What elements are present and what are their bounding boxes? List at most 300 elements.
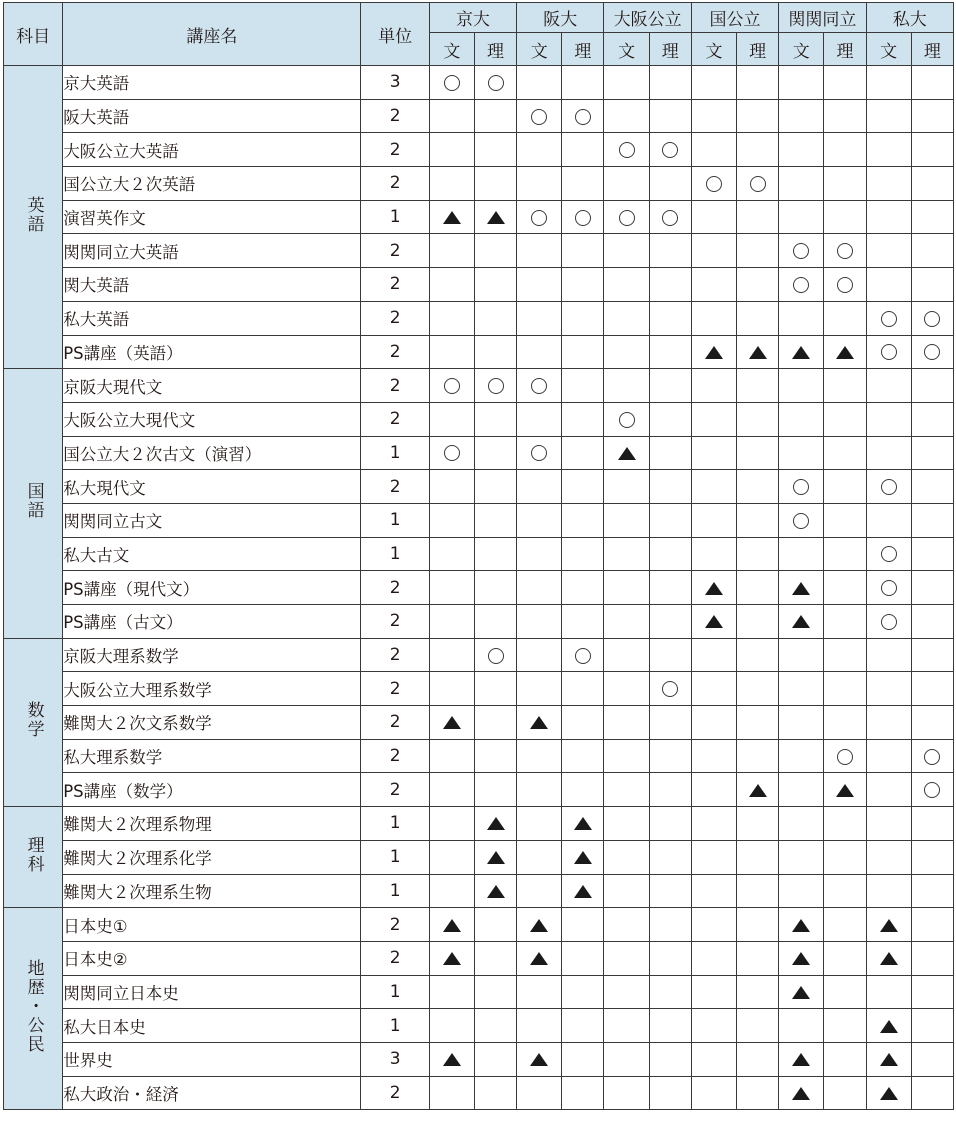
mark-cell — [911, 1009, 953, 1043]
circle-mark-icon — [793, 479, 809, 495]
mark-cell — [866, 402, 911, 436]
mark-cell — [649, 1009, 691, 1043]
mark-cell — [429, 436, 474, 470]
mark-cell — [911, 436, 953, 470]
mark-cell — [866, 167, 911, 201]
triangle-mark-icon — [530, 952, 548, 965]
mark-cell — [737, 99, 779, 133]
mark-cell — [649, 470, 691, 504]
course-units: 2 — [361, 571, 429, 605]
mark-cell — [474, 773, 516, 807]
mark-cell — [691, 402, 736, 436]
mark-cell — [691, 739, 736, 773]
mark-cell — [737, 234, 779, 268]
mark-cell — [866, 436, 911, 470]
mark-cell — [911, 773, 953, 807]
circle-mark-icon — [531, 445, 547, 461]
course-units: 1 — [361, 975, 429, 1009]
course-name: 阪大英語 — [63, 99, 361, 133]
mark-cell — [824, 1009, 866, 1043]
circle-mark-icon — [662, 210, 678, 226]
course-header: 講座名 — [63, 3, 361, 66]
mark-cell — [866, 133, 911, 167]
mark-cell — [429, 908, 474, 942]
mark-cell — [737, 133, 779, 167]
mark-cell — [429, 335, 474, 369]
mark-cell — [517, 874, 562, 908]
triangle-mark-icon — [749, 784, 767, 797]
mark-cell — [866, 335, 911, 369]
track-header-humanities: 文 — [604, 33, 649, 66]
table-row — [4, 66, 954, 100]
mark-cell — [779, 503, 824, 537]
triangle-mark-icon — [487, 851, 505, 864]
mark-cell — [866, 537, 911, 571]
mark-cell — [779, 807, 824, 841]
mark-cell — [562, 739, 604, 773]
mark-cell — [517, 638, 562, 672]
circle-mark-icon — [881, 311, 897, 327]
mark-cell — [649, 503, 691, 537]
mark-cell — [429, 268, 474, 302]
mark-cell — [737, 739, 779, 773]
mark-cell — [691, 874, 736, 908]
mark-cell — [474, 1042, 516, 1076]
table-row — [4, 436, 954, 470]
mark-cell — [737, 402, 779, 436]
circle-mark-icon — [881, 479, 897, 495]
table-row — [4, 503, 954, 537]
mark-cell — [517, 975, 562, 1009]
mark-cell — [866, 605, 911, 639]
circle-mark-icon — [662, 142, 678, 158]
mark-cell — [474, 234, 516, 268]
table-row — [4, 268, 954, 302]
mark-cell — [779, 1009, 824, 1043]
course-name: 関関同立日本史 — [63, 975, 361, 1009]
mark-cell — [779, 571, 824, 605]
mark-cell — [911, 874, 953, 908]
mark-cell — [604, 369, 649, 403]
mark-cell — [866, 672, 911, 706]
mark-cell — [866, 200, 911, 234]
mark-cell — [824, 773, 866, 807]
course-name: 京阪大理系数学 — [63, 638, 361, 672]
mark-cell — [911, 1076, 953, 1110]
mark-cell — [691, 605, 736, 639]
mark-cell — [604, 470, 649, 504]
mark-cell — [649, 773, 691, 807]
mark-cell — [517, 1042, 562, 1076]
mark-cell — [474, 605, 516, 639]
mark-cell — [824, 874, 866, 908]
circle-mark-icon — [924, 311, 940, 327]
mark-cell — [691, 436, 736, 470]
course-name: 難関大２次理系物理 — [63, 807, 361, 841]
mark-cell — [649, 706, 691, 740]
mark-cell — [824, 503, 866, 537]
mark-cell — [604, 268, 649, 302]
course-units: 2 — [361, 1076, 429, 1110]
mark-cell — [911, 1042, 953, 1076]
mark-cell — [779, 537, 824, 571]
triangle-mark-icon — [487, 817, 505, 830]
mark-cell — [649, 874, 691, 908]
mark-cell — [866, 773, 911, 807]
course-name: PS講座（数学） — [63, 773, 361, 807]
mark-cell — [866, 234, 911, 268]
mark-cell — [691, 99, 736, 133]
mark-cell — [691, 335, 736, 369]
track-header-humanities: 文 — [691, 33, 736, 66]
mark-cell — [649, 537, 691, 571]
mark-cell — [474, 335, 516, 369]
mark-cell — [737, 706, 779, 740]
mark-cell — [604, 605, 649, 639]
mark-cell — [866, 638, 911, 672]
mark-cell — [562, 436, 604, 470]
mark-cell — [562, 537, 604, 571]
table-row — [4, 941, 954, 975]
mark-cell — [779, 840, 824, 874]
circle-mark-icon — [837, 277, 853, 293]
triangle-mark-icon — [880, 1020, 898, 1033]
mark-cell — [911, 605, 953, 639]
mark-cell — [604, 571, 649, 605]
mark-cell — [604, 840, 649, 874]
mark-cell — [429, 638, 474, 672]
course-units: 1 — [361, 503, 429, 537]
mark-cell — [691, 773, 736, 807]
track-header-humanities: 文 — [866, 33, 911, 66]
mark-cell — [429, 234, 474, 268]
mark-cell — [429, 503, 474, 537]
mark-cell — [562, 571, 604, 605]
mark-cell — [737, 908, 779, 942]
mark-cell — [911, 503, 953, 537]
mark-cell — [691, 840, 736, 874]
mark-cell — [517, 167, 562, 201]
mark-cell — [779, 268, 824, 302]
mark-cell — [604, 301, 649, 335]
mark-cell — [429, 773, 474, 807]
mark-cell — [562, 335, 604, 369]
mark-cell — [779, 739, 824, 773]
mark-cell — [474, 941, 516, 975]
mark-cell — [824, 369, 866, 403]
track-header-humanities: 文 — [517, 33, 562, 66]
triangle-mark-icon — [574, 817, 592, 830]
triangle-mark-icon — [792, 986, 810, 999]
mark-cell — [429, 537, 474, 571]
mark-cell — [911, 638, 953, 672]
mark-cell — [604, 66, 649, 100]
mark-cell — [737, 537, 779, 571]
mark-cell — [824, 402, 866, 436]
circle-mark-icon — [488, 648, 504, 664]
mark-cell — [474, 672, 516, 706]
school-header-private: 私大 — [866, 3, 953, 33]
course-name: 私大現代文 — [63, 470, 361, 504]
mark-cell — [824, 66, 866, 100]
mark-cell — [911, 739, 953, 773]
mark-cell — [779, 402, 824, 436]
triangle-mark-icon — [443, 211, 461, 224]
course-units: 2 — [361, 268, 429, 302]
triangle-mark-icon — [443, 1053, 461, 1066]
mark-cell — [604, 874, 649, 908]
subject-cell — [4, 369, 63, 639]
mark-cell — [691, 268, 736, 302]
mark-cell — [911, 402, 953, 436]
table-row — [4, 739, 954, 773]
mark-cell — [429, 874, 474, 908]
mark-cell — [474, 301, 516, 335]
mark-cell — [911, 672, 953, 706]
mark-cell — [866, 975, 911, 1009]
mark-cell — [911, 167, 953, 201]
mark-cell — [562, 908, 604, 942]
course-units: 2 — [361, 739, 429, 773]
course-units: 1 — [361, 874, 429, 908]
mark-cell — [429, 66, 474, 100]
track-header-humanities: 文 — [429, 33, 474, 66]
mark-cell — [824, 200, 866, 234]
table-row — [4, 402, 954, 436]
course-units: 2 — [361, 402, 429, 436]
mark-cell — [649, 200, 691, 234]
mark-cell — [866, 941, 911, 975]
mark-cell — [691, 470, 736, 504]
mark-cell — [691, 66, 736, 100]
table-row — [4, 975, 954, 1009]
table-row — [4, 537, 954, 571]
course-units: 2 — [361, 706, 429, 740]
circle-mark-icon — [793, 277, 809, 293]
mark-cell — [604, 739, 649, 773]
table-row — [4, 369, 954, 403]
mark-cell — [429, 840, 474, 874]
mark-cell — [779, 369, 824, 403]
course-units: 2 — [361, 470, 429, 504]
triangle-mark-icon — [792, 346, 810, 359]
mark-cell — [517, 706, 562, 740]
mark-cell — [737, 503, 779, 537]
table-row — [4, 133, 954, 167]
subject-cell — [4, 638, 63, 806]
mark-cell — [691, 1076, 736, 1110]
course-units: 2 — [361, 99, 429, 133]
course-units: 2 — [361, 301, 429, 335]
course-name: 国公立大２次古文（演習） — [63, 436, 361, 470]
triangle-mark-icon — [487, 885, 505, 898]
mark-cell — [517, 99, 562, 133]
mark-cell — [911, 369, 953, 403]
course-units: 2 — [361, 605, 429, 639]
mark-cell — [604, 706, 649, 740]
mark-cell — [779, 874, 824, 908]
triangle-mark-icon — [836, 784, 854, 797]
table-body — [4, 66, 954, 1110]
subject-label: 理科 — [23, 835, 44, 874]
mark-cell — [779, 301, 824, 335]
mark-cell — [824, 672, 866, 706]
mark-cell — [824, 840, 866, 874]
mark-cell — [737, 672, 779, 706]
mark-cell — [429, 402, 474, 436]
mark-cell — [779, 1076, 824, 1110]
course-units: 1 — [361, 200, 429, 234]
table-header — [4, 3, 954, 66]
mark-cell — [737, 874, 779, 908]
mark-cell — [911, 301, 953, 335]
school-header-osaka-public: 大阪公立 — [604, 3, 691, 33]
mark-cell — [562, 874, 604, 908]
mark-cell — [866, 66, 911, 100]
mark-cell — [737, 840, 779, 874]
triangle-mark-icon — [443, 952, 461, 965]
mark-cell — [779, 66, 824, 100]
table-row — [4, 571, 954, 605]
mark-cell — [824, 436, 866, 470]
mark-cell — [866, 908, 911, 942]
mark-cell — [562, 167, 604, 201]
mark-cell — [517, 537, 562, 571]
mark-cell — [737, 571, 779, 605]
mark-cell — [866, 1042, 911, 1076]
mark-cell — [429, 706, 474, 740]
subject-label: 地歴・公民 — [23, 958, 44, 1054]
mark-cell — [562, 706, 604, 740]
circle-mark-icon — [488, 75, 504, 91]
triangle-mark-icon — [443, 716, 461, 729]
circle-mark-icon — [793, 243, 809, 259]
triangle-mark-icon — [574, 885, 592, 898]
mark-cell — [474, 840, 516, 874]
mark-cell — [429, 672, 474, 706]
mark-cell — [474, 133, 516, 167]
mark-cell — [562, 605, 604, 639]
mark-cell — [649, 908, 691, 942]
mark-cell — [824, 167, 866, 201]
mark-cell — [737, 167, 779, 201]
mark-cell — [779, 672, 824, 706]
triangle-mark-icon — [530, 716, 548, 729]
circle-mark-icon — [881, 546, 897, 562]
mark-cell — [517, 773, 562, 807]
mark-cell — [429, 167, 474, 201]
mark-cell — [866, 739, 911, 773]
mark-cell — [562, 840, 604, 874]
triangle-mark-icon — [574, 851, 592, 864]
mark-cell — [604, 133, 649, 167]
mark-cell — [517, 133, 562, 167]
triangle-mark-icon — [792, 1087, 810, 1100]
mark-cell — [474, 638, 516, 672]
course-name: 演習英作文 — [63, 200, 361, 234]
mark-cell — [911, 66, 953, 100]
mark-cell — [562, 1042, 604, 1076]
mark-cell — [474, 436, 516, 470]
circle-mark-icon — [575, 648, 591, 664]
mark-cell — [562, 638, 604, 672]
course-name: 大阪公立大理系数学 — [63, 672, 361, 706]
mark-cell — [824, 234, 866, 268]
mark-cell — [474, 537, 516, 571]
mark-cell — [824, 1042, 866, 1076]
subject-cell — [4, 908, 63, 1110]
circle-mark-icon — [706, 176, 722, 192]
mark-cell — [649, 1042, 691, 1076]
table-row — [4, 1009, 954, 1043]
mark-cell — [649, 941, 691, 975]
mark-cell — [517, 571, 562, 605]
mark-cell — [649, 234, 691, 268]
course-name: 世界史 — [63, 1042, 361, 1076]
mark-cell — [737, 1009, 779, 1043]
circle-mark-icon — [619, 142, 635, 158]
course-units: 2 — [361, 941, 429, 975]
mark-cell — [824, 571, 866, 605]
course-name: PS講座（英語） — [63, 335, 361, 369]
mark-cell — [866, 807, 911, 841]
mark-cell — [911, 941, 953, 975]
circle-mark-icon — [575, 210, 591, 226]
mark-cell — [517, 840, 562, 874]
mark-cell — [604, 1042, 649, 1076]
mark-cell — [779, 436, 824, 470]
mark-cell — [649, 840, 691, 874]
mark-cell — [824, 638, 866, 672]
mark-cell — [779, 638, 824, 672]
track-header-science: 理 — [562, 33, 604, 66]
mark-cell — [474, 1009, 516, 1043]
triangle-mark-icon — [880, 1087, 898, 1100]
circle-mark-icon — [531, 378, 547, 394]
mark-cell — [779, 99, 824, 133]
mark-cell — [691, 301, 736, 335]
circle-mark-icon — [531, 109, 547, 125]
mark-cell — [517, 908, 562, 942]
mark-cell — [866, 1076, 911, 1110]
mark-cell — [517, 503, 562, 537]
mark-cell — [866, 369, 911, 403]
mark-cell — [824, 99, 866, 133]
circle-mark-icon — [793, 513, 809, 529]
course-name: 難関大２次理系生物 — [63, 874, 361, 908]
mark-cell — [691, 706, 736, 740]
subject-cell — [4, 66, 63, 369]
subject-label: 国語 — [23, 481, 44, 520]
mark-cell — [691, 1042, 736, 1076]
course-name: 関関同立古文 — [63, 503, 361, 537]
mark-cell — [649, 335, 691, 369]
mark-cell — [517, 200, 562, 234]
mark-cell — [604, 99, 649, 133]
mark-cell — [649, 807, 691, 841]
mark-cell — [517, 807, 562, 841]
mark-cell — [649, 436, 691, 470]
table-row — [4, 840, 954, 874]
mark-cell — [474, 402, 516, 436]
mark-cell — [604, 1076, 649, 1110]
mark-cell — [911, 706, 953, 740]
mark-cell — [562, 807, 604, 841]
course-name: 難関大２次文系数学 — [63, 706, 361, 740]
mark-cell — [779, 706, 824, 740]
mark-cell — [737, 268, 779, 302]
mark-cell — [691, 503, 736, 537]
